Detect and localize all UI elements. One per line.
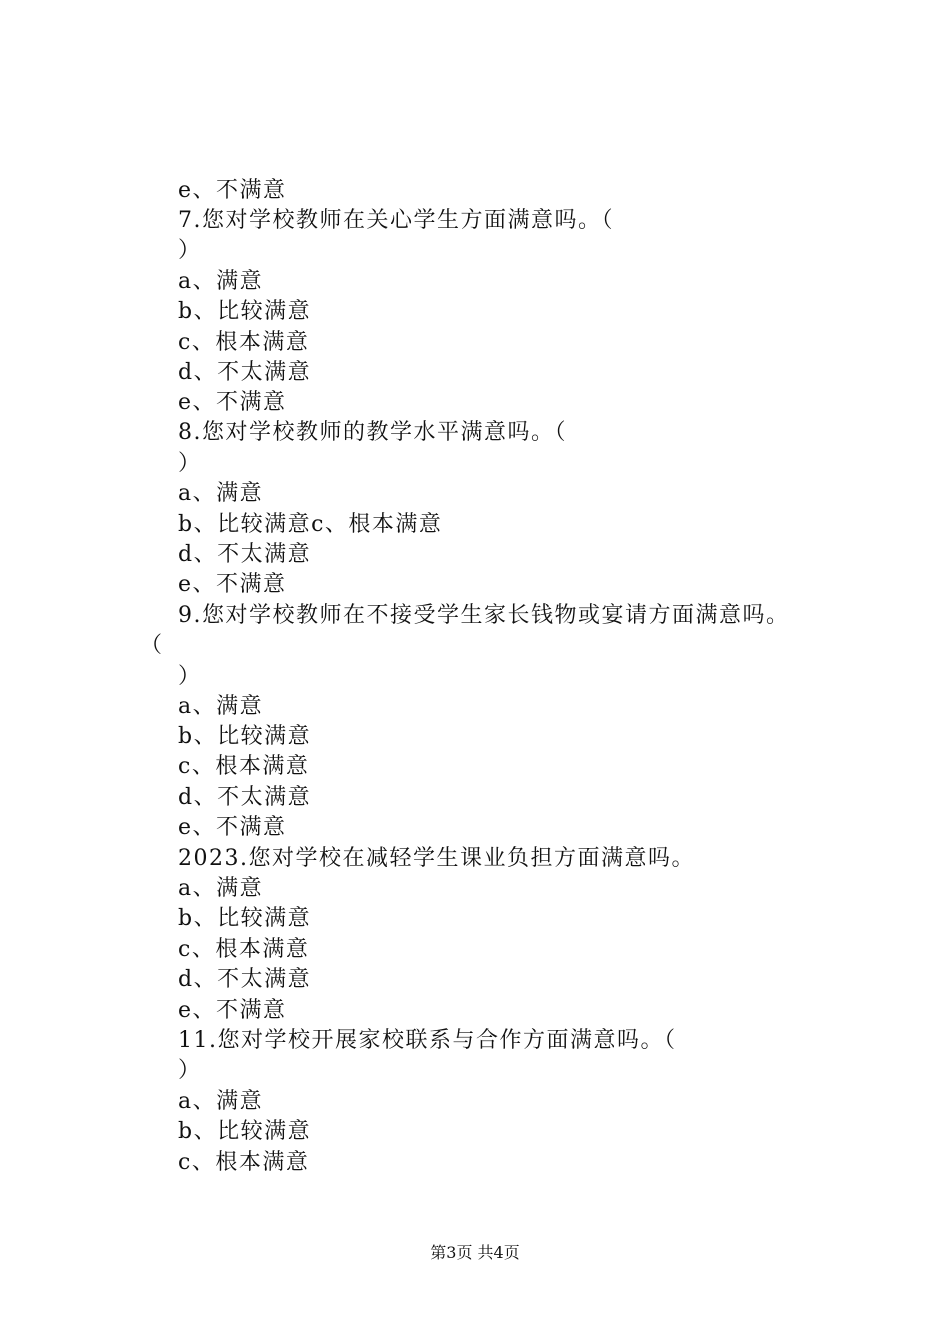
answer-option: e、不满意 xyxy=(178,178,287,203)
answer-bracket: ） xyxy=(178,664,202,689)
page-footer: 第3页 共4页 xyxy=(430,1243,520,1262)
answer-option: e、不满意 xyxy=(178,572,287,597)
answer-option: a、满意 xyxy=(178,876,264,901)
answer-option: b、比较满意 xyxy=(178,299,312,324)
answer-option: b、比较满意 xyxy=(178,906,312,931)
answer-bracket: ） xyxy=(178,238,202,263)
question-8: 8.您对学校教师的教学水平满意吗。（ xyxy=(178,420,567,445)
answer-option: b、比较满意 xyxy=(178,724,312,749)
answer-option: d、不太满意 xyxy=(178,360,312,385)
answer-option: b、比较满意c、根本满意 xyxy=(178,512,443,537)
question-7: 7.您对学校教师在关心学生方面满意吗。（ xyxy=(178,208,614,233)
answer-option: e、不满意 xyxy=(178,998,287,1023)
answer-bracket: （ xyxy=(140,633,164,658)
answer-option: d、不太满意 xyxy=(178,785,312,810)
answer-option: c、根本满意 xyxy=(178,754,310,779)
answer-option: a、满意 xyxy=(178,694,264,719)
answer-option: b、比较满意 xyxy=(178,1119,312,1144)
question-11: 11.您对学校开展家校联系与合作方面满意吗。（ xyxy=(178,1028,677,1053)
answer-option: d、不太满意 xyxy=(178,542,312,567)
answer-option: a、满意 xyxy=(178,1089,264,1114)
answer-bracket: ） xyxy=(178,1058,202,1083)
answer-option: c、根本满意 xyxy=(178,937,310,962)
answer-option: e、不满意 xyxy=(178,390,287,415)
question-9: 9.您对学校教师在不接受学生家长钱物或宴请方面满意吗。 xyxy=(178,603,790,628)
question-10: 2023.您对学校在减轻学生课业负担方面满意吗。 xyxy=(178,846,695,871)
answer-option: d、不太满意 xyxy=(178,967,312,992)
answer-option: c、根本满意 xyxy=(178,330,310,355)
answer-option: c、根本满意 xyxy=(178,1150,310,1175)
answer-option: a、满意 xyxy=(178,269,264,294)
answer-option: e、不满意 xyxy=(178,815,287,840)
answer-bracket: ） xyxy=(178,451,202,476)
answer-option: a、满意 xyxy=(178,481,264,506)
